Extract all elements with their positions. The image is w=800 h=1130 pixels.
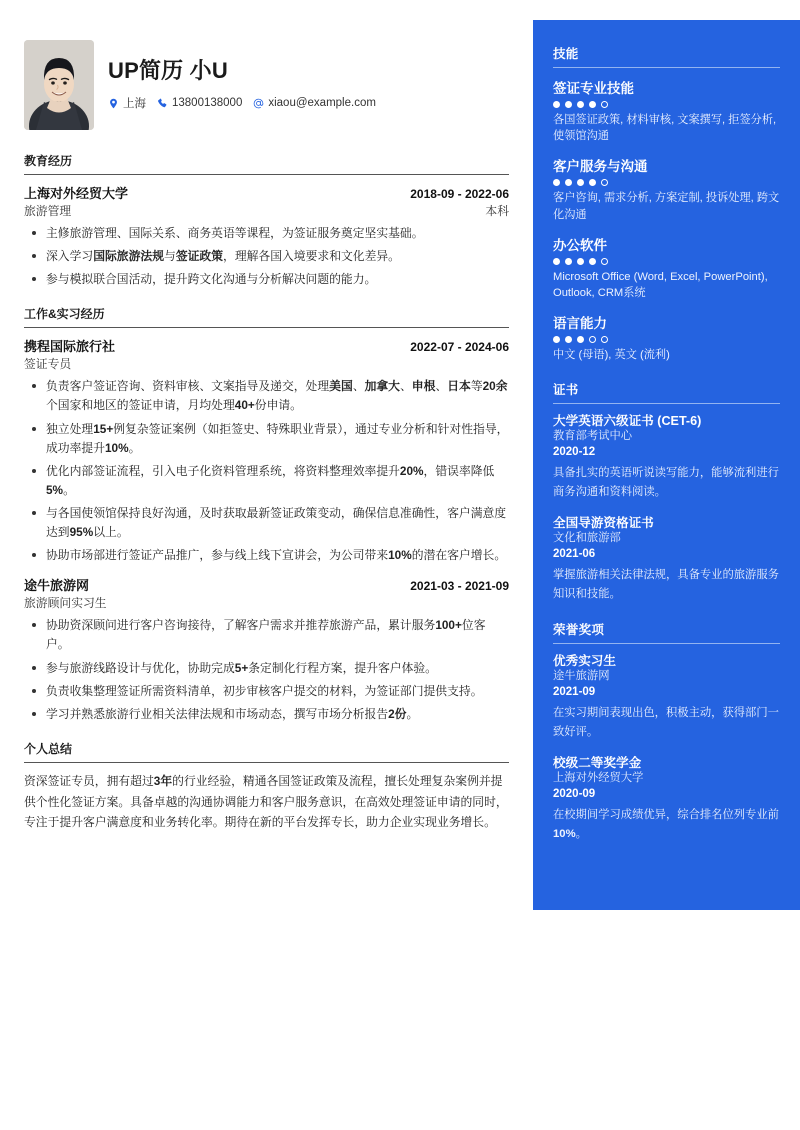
list-item: 参与旅游线路设计与优化，协助完成5+条定制化行程方案，提升客户体验。 — [24, 659, 509, 678]
work-entries — [24, 336, 509, 724]
education-entry — [24, 183, 509, 289]
certificate-description: 掌握旅游相关法律法规，具备专业的旅游服务知识和技能。 — [553, 569, 779, 600]
skill-rating — [553, 336, 780, 343]
list-item: 参与模拟联合国活动，提升跨文化沟通与分析解决问题的能力。 — [24, 270, 509, 289]
degree: 本科 — [485, 204, 509, 218]
list-item: 协助市场部进行签证产品推广，参与线上线下宣讲会，为公司带来10%的潜在客户增长。 — [24, 546, 509, 565]
list-item: 负责收集整理签证所需资料清单，初步审核客户提交的材料，为签证部门提供支持。 — [24, 682, 509, 701]
list-item: 主修旅游管理、国际关系、商务英语等课程，为签证服务奠定坚实基础。 — [24, 224, 509, 243]
award-description: 在实习期间表现出色，积极主动，获得部门一致好评。 — [553, 707, 779, 738]
contact-phone-text: 13800138000 — [172, 97, 243, 109]
skill-item — [553, 234, 780, 301]
skill-rating-dot — [577, 336, 584, 343]
skill-name: 签证专业技能 — [553, 81, 634, 96]
skill-rating-dot — [589, 336, 596, 343]
sidebar-title-skills: 技能 — [553, 44, 780, 68]
skill-rating-dot — [565, 336, 572, 343]
section-title-education: 教育经历 — [24, 152, 509, 175]
skill-rating-dot — [601, 179, 608, 186]
contact-location — [108, 95, 146, 111]
work-bullets — [24, 377, 509, 565]
certificate-date: 2021-06 — [553, 548, 596, 561]
work-entry — [24, 575, 509, 724]
skill-rating-dot — [589, 101, 596, 108]
award-org: 上海对外经贸大学 — [553, 771, 644, 784]
list-item: 协助资深顾问进行客户咨询接待，了解客户需求并推荐旅游产品，累计服务100+位客户。 — [24, 616, 509, 654]
skill-rating-dot — [565, 101, 572, 108]
skill-list — [553, 77, 780, 364]
skill-rating-dot — [577, 179, 584, 186]
phone-icon — [157, 98, 168, 109]
list-item: 学习并熟悉旅游行业相关法律法规和市场动态，撰写市场分析报告2份。 — [24, 705, 509, 724]
award-date: 2020-09 — [553, 788, 596, 801]
school-name: 上海对外经贸大学 — [24, 186, 129, 201]
award-item — [553, 755, 780, 844]
award-org: 途牛旅游网 — [553, 669, 610, 682]
skill-rating — [553, 179, 780, 186]
section-summary — [24, 740, 509, 833]
list-item: 与各国使领馆保持良好沟通，及时获取最新签证政策变动，确保信息准确性，客户满意度达到95%以上。 — [24, 504, 509, 542]
list-item: 优化内部签证流程，引入电子化资料管理系统，将资料整理效率提升20%，错误率降低5%。 — [24, 462, 509, 500]
section-title-work: 工作&实习经历 — [24, 305, 509, 328]
award-title: 校级二等奖学金 — [553, 755, 642, 770]
skill-rating — [553, 258, 780, 265]
certificate-item — [553, 515, 780, 604]
section-title-summary: 个人总结 — [24, 740, 509, 763]
certificate-date: 2020-12 — [553, 446, 596, 459]
job-title: 旅游顾问实习生 — [24, 596, 107, 611]
education-entries — [24, 183, 509, 289]
page-title: UP简历 小U — [108, 58, 228, 83]
skill-rating-dot — [601, 258, 608, 265]
certificate-issuer: 教育部考试中心 — [553, 430, 633, 442]
skill-name: 语言能力 — [553, 316, 607, 332]
skill-item — [553, 77, 780, 144]
location-pin-icon — [108, 98, 119, 109]
certificate-list — [553, 413, 780, 604]
skill-description: 各国签证政策, 材料审核, 文案撰写, 拒签分析, 使领馆沟通 — [553, 114, 777, 143]
sidebar-title-awards: 荣誉奖项 — [553, 620, 780, 644]
work-date: 2022-07 - 2024-06 — [410, 340, 509, 355]
email-icon — [253, 98, 264, 109]
profile-info — [108, 40, 382, 111]
skill-item — [553, 312, 780, 363]
avatar — [24, 40, 94, 130]
certificate-issuer: 文化和旅游部 — [553, 531, 621, 544]
contact-email — [253, 97, 376, 109]
award-title: 优秀实习生 — [553, 653, 616, 668]
skill-rating-dot — [565, 179, 572, 186]
education-bullets — [24, 224, 509, 289]
list-item: 独立处理15+例复杂签证案例（如拒签史、特殊职业背景），通过专业分析和针对性指导，成功率提升10%。 — [24, 420, 509, 458]
work-entry-head — [24, 575, 509, 594]
section-work — [24, 305, 509, 724]
skill-rating-dot — [601, 336, 608, 343]
skill-name: 客户服务与沟通 — [553, 159, 648, 175]
certificate-description: 具备扎实的英语听说读写能力，能够流利进行商务沟通和资料阅读。 — [553, 467, 779, 498]
skill-rating-dot — [553, 258, 560, 265]
education-entry-sub — [24, 202, 509, 219]
certificate-title: 全国导游资格证书 — [553, 515, 654, 530]
work-date: 2021-03 - 2021-09 — [410, 579, 509, 594]
skill-rating-dot — [589, 258, 596, 265]
skill-description: 中文 (母语), 英文 (流利) — [553, 349, 670, 362]
contact-phone — [157, 97, 242, 109]
list-item: 深入学习国际旅游法规与签证政策，理解各国入境要求和文化差异。 — [24, 247, 509, 266]
sidebar-section-awards — [553, 620, 780, 844]
skill-item — [553, 155, 780, 222]
work-bullets — [24, 616, 509, 724]
sidebar-section-skills — [553, 44, 780, 364]
company-name: 携程国际旅行社 — [24, 339, 116, 355]
skill-rating-dot — [577, 258, 584, 265]
education-entry-head — [24, 183, 509, 202]
award-description: 在校期间学习成绩优异，综合排名位列专业前10%。 — [553, 809, 779, 840]
summary-text: 资深签证专员，拥有超过3年的行业经验，精通各国签证政策及流程，擅长处理复杂案例并提供个性化签证方案。具备卓越的沟通协调能力和客户服务意识，在高效处理签证申请的同时，专注于提升客户满意度和业务转化率。期待在新的平台发挥专长，助力企业实现业务增长。 — [24, 773, 508, 830]
skill-rating-dot — [577, 101, 584, 108]
award-list — [553, 653, 780, 844]
sidebar — [533, 20, 800, 910]
award-date: 2021-09 — [553, 686, 596, 699]
skill-rating-dot — [553, 101, 560, 108]
section-education — [24, 152, 509, 289]
contact-location-text: 上海 — [123, 98, 146, 110]
skill-rating-dot — [601, 101, 608, 108]
skill-rating — [553, 101, 780, 108]
award-item — [553, 653, 780, 742]
profile-header — [24, 40, 509, 130]
certificate-title: 大学英语六级证书 (CET-6) — [553, 413, 702, 428]
skill-name: 办公软件 — [553, 237, 607, 253]
skill-rating-dot — [553, 336, 560, 343]
sidebar-title-certificates: 证书 — [553, 380, 780, 404]
list-item: 负责客户签证咨询、资料审核、文案指导及递交，处理美国、加拿大、申根、日本等20余个国家和地区的签证申请，月均处理40+份申请。 — [24, 377, 509, 415]
work-entry-head — [24, 336, 509, 355]
work-entry — [24, 336, 509, 565]
certificate-item — [553, 413, 780, 502]
skill-rating-dot — [553, 179, 560, 186]
sidebar-section-certificates — [553, 380, 780, 604]
contact-list — [108, 95, 382, 111]
major: 旅游管理 — [24, 204, 72, 218]
skill-description: Microsoft Office (Word, Excel, PowerPoint), Outlook, CRM系统 — [553, 270, 768, 300]
job-title: 签证专员 — [24, 357, 72, 372]
skill-rating-dot — [589, 179, 596, 186]
education-date: 2018-09 - 2022-06 — [410, 187, 509, 201]
contact-email-text: xiaou@example.com — [268, 97, 376, 109]
skill-rating-dot — [565, 258, 572, 265]
company-name: 途牛旅游网 — [24, 578, 90, 594]
skill-description: 客户咨询, 需求分析, 方案定制, 投诉处理, 跨文化沟通 — [553, 192, 780, 221]
